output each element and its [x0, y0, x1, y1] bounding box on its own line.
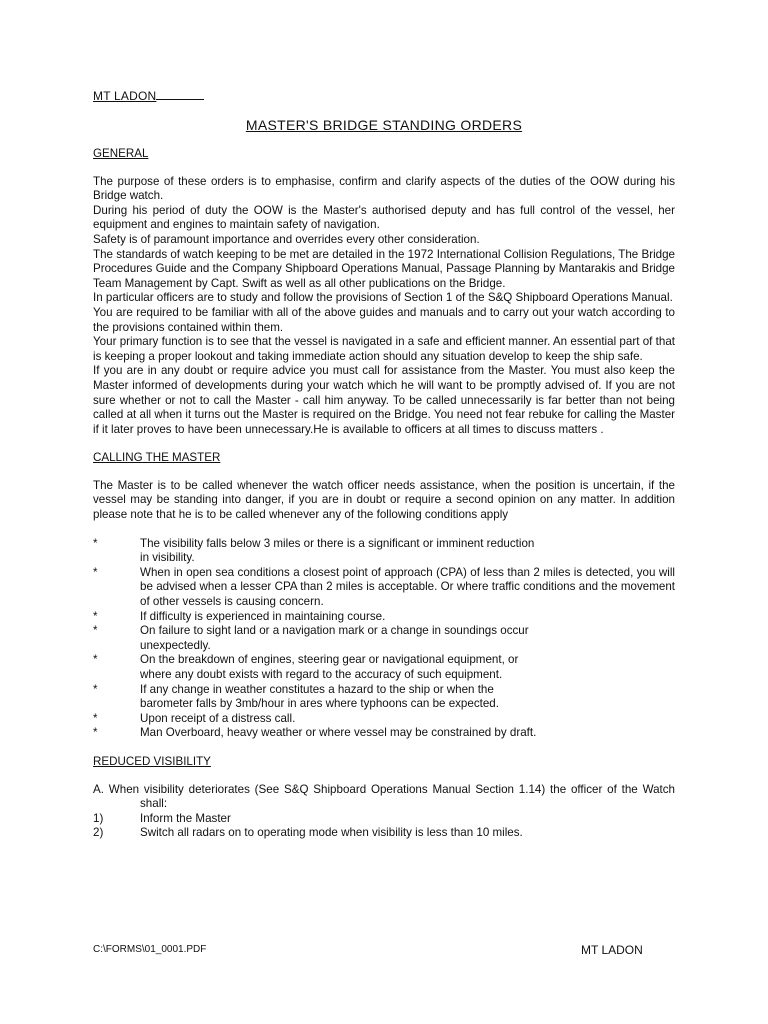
- bullet-marker: *: [93, 682, 98, 696]
- bullet-marker: *: [93, 565, 98, 579]
- step-number: 2): [93, 826, 104, 840]
- bullet-marker: *: [93, 536, 98, 550]
- bullet-marker: *: [93, 726, 98, 740]
- bullet-marker: *: [93, 711, 98, 725]
- general-paragraph: In particular officers are to study and follow the provisions of Section 1 of the S&Q Shipboard Operations Manual.: [93, 291, 673, 305]
- visibility-lead: [93, 783, 675, 812]
- list-item: [93, 537, 675, 566]
- visibility-lead-text: When visibility deteriorates (See S&Q Shipboard Operations Manual Section 1.14) the officer of the Watch shall:: [108, 782, 675, 811]
- list-item: [93, 610, 675, 625]
- bullet-marker: *: [93, 609, 98, 623]
- list-item: [93, 624, 675, 653]
- general-paragraph: You are required to be familiar with all of the above guides and manuals and to carry out your watch according to the provisions contained within them.: [93, 305, 675, 334]
- list-item-text: The visibility falls below 3 miles or there is a significant or imminent reduction in visibility.: [140, 536, 535, 565]
- list-item: [93, 653, 675, 682]
- list-item-text: Man Overboard, heavy weather or where vessel may be constrained by draft.: [140, 726, 537, 740]
- general-section: [93, 175, 675, 438]
- vessel-name-header: [93, 88, 204, 103]
- calling-intro: The Master is to be called whenever the watch officer needs assistance, when the position is uncertain, if the vessel may be standing into danger, if you are in doubt or require a second opinion on any matter. In addition please note that he is to be called whenever any of the following conditions apply: [93, 478, 675, 522]
- step-text: Switch all radars on to operating mode when visibility is less than 10 miles.: [140, 826, 523, 840]
- bullet-marker: *: [93, 624, 98, 638]
- list-item: [93, 683, 675, 712]
- general-paragraph: If you are in any doubt or require advice you must call for assistance from the Master. You must also keep the Master informed of developments during your watch which he will want to be promptly advised of. If you are not sure whether or not to call the Master - call him anyway. To be called unnecessarily is far better than not being called at all when it turns out the Master is required on the Bridge. You need not fear rebuke for calling the Master if it later proves to have been unnecessary.He is available to officers at all times to discuss matters .: [93, 364, 675, 436]
- general-paragraph: The purpose of these orders is to emphasise, confirm and clarify aspects of the duties of the OOW during his Bridge watch.: [93, 174, 675, 203]
- general-paragraph: Your primary function is to see that the vessel is navigated in a safe and efficient manner. An essential part of that is keeping a proper lookout and taking immediate action should any situation develop to keep the ship safe.: [93, 335, 675, 363]
- footer-file-path: C:\FORMS\01_0001.PDF: [93, 944, 207, 955]
- step-text: Inform the Master: [140, 811, 231, 825]
- list-item-text: On the breakdown of engines, steering gear or navigational equipment, or where any doubt exists with regard to the accuracy of such equipment.: [140, 653, 519, 681]
- bullet-marker: *: [93, 653, 98, 667]
- list-item-text: If difficulty is experienced in maintaining course.: [140, 609, 386, 623]
- section-heading-general: GENERAL: [93, 147, 149, 160]
- visibility-lead-label: A.: [93, 782, 104, 796]
- vessel-name: MT LADON: [93, 89, 157, 103]
- list-item-text: When in open sea conditions a closest point of approach (CPA) of less than 2 miles is detected, you will be advised when a lesser CPA than 2 miles is acceptable. Or where traffic conditions and the movement of other vessels is causing concern.: [140, 565, 675, 609]
- list-item-text: Upon receipt of a distress call.: [140, 711, 296, 725]
- list-item-text: If any change in weather constitutes a hazard to the ship or when the barometer falls by 3mb/hour in ares where typhoons can be expected.: [140, 682, 499, 711]
- step-number: 1): [93, 811, 104, 825]
- list-item-text: On failure to sight land or a navigation mark or a change in soundings occur unexpectedly.: [140, 624, 529, 652]
- section-heading-reduced-visibility: REDUCED VISIBILITY: [93, 754, 211, 768]
- list-item: [93, 566, 675, 610]
- section-heading-calling-master: CALLING THE MASTER: [93, 451, 221, 465]
- page-title: MASTER'S BRIDGE STANDING ORDERS: [245, 117, 523, 133]
- underline-rule: [156, 88, 204, 100]
- general-paragraph: During his period of duty the OOW is the Master's authorised deputy and has full control of the vessel, her equipment and engines to maintain safety of navigation.: [93, 203, 675, 232]
- general-paragraph: The standards of watch keeping to be met are detailed in the 1972 International Collision Regulations, The Bridge Procedures Guide and the Company Shipboard Operations Manual, Passage Planning by Mantarakis and Bridge Team Management by Capt. Swift as well as all other publications on the Bridge.: [93, 247, 675, 290]
- list-item: [93, 726, 675, 741]
- document-body: [93, 147, 675, 841]
- general-paragraph: Safety is of paramount importance and overrides every other consideration.: [93, 232, 480, 246]
- calling-conditions-list: [93, 537, 675, 741]
- list-item: [93, 712, 675, 727]
- footer-vessel-name: MT LADON: [581, 943, 643, 957]
- list-item: [93, 812, 675, 827]
- list-item: [93, 826, 675, 841]
